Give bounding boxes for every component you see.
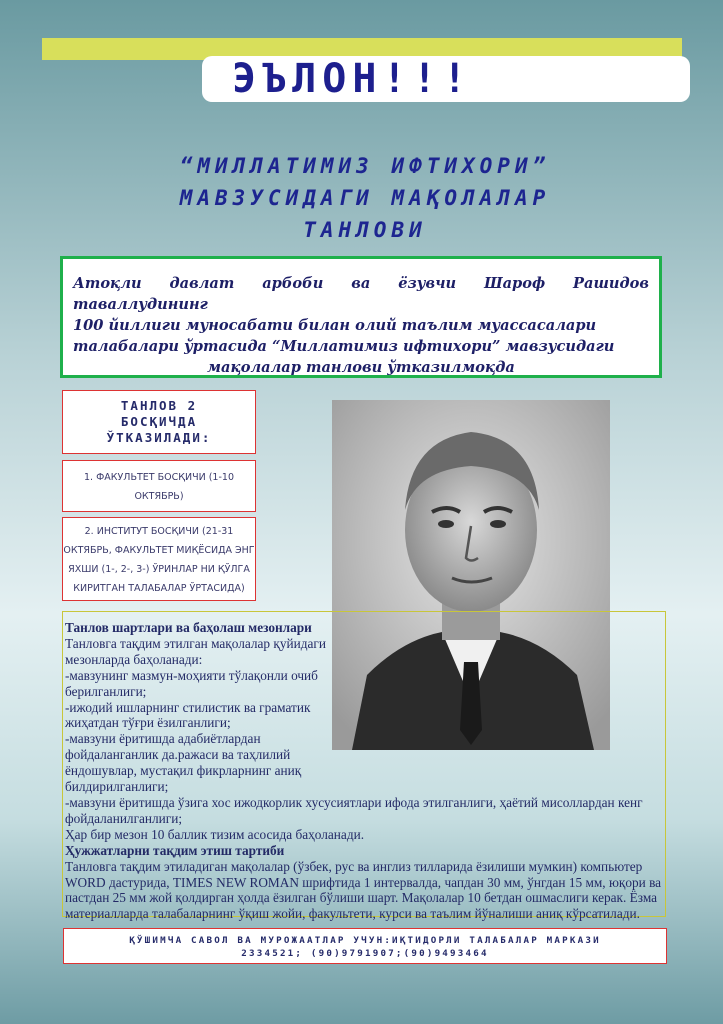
stage-1-line-2: ОКТЯБРЬ) [134, 491, 184, 502]
announcement-box [60, 256, 662, 378]
contest-heading [60, 150, 670, 246]
announcement-line-3: талабалари ўртасида “Миллатимиз ифтихори” мавзусидаги [73, 338, 615, 355]
conditions-title: Танлов шартлари ва баҳолаш мезонлари [65, 620, 312, 635]
documents-title: Ҳужжатларни тақдим этиш тартиби [65, 842, 285, 858]
title-banner [202, 56, 690, 102]
announcement-line-1: Атоқли давлат арбоби ва ёзувчи Шароф Рашидов таваллудининг [73, 275, 649, 313]
stages-heading-line-1: ТАНЛОВ 2 [120, 398, 198, 413]
criteria-line: -мавзунинг мазмун-моҳияти тўлақонли очиб [65, 667, 318, 683]
criteria-line: -ижодий ишларнинг стилистик ва граматик [65, 699, 311, 715]
stage-2-line-4: КИРИТГАН ТАЛАБАЛАР ЎРТАСИДА) [73, 583, 245, 594]
documents-text: Танловга тақдим этиладиган мақолалар (ўзбек, рус ва инглиз тилларида ёзилиши мумкин) компьютер WORD дастурида, TIMES NEW ROMAN шрифтида 1 интервалда, чапдан 30 мм, ўнгдан 15 мм, юқори ва пастдан 25 мм жой қолдирган ҳолда ёзилган бўлиши шарт. Мақолалар 10 бетдан ошмаслиги керак. Ёзма материалларда талабаларнинг ўқиш жойи, факультети, курси ва таълим йўналиши аниқ кўрсатилади. [65, 858, 662, 922]
heading-line-2: МАВЗУСИДАГИ МАҚОЛАЛАР [179, 186, 551, 210]
stage-2-line-3: ЯХШИ (1-, 2-, 3-) ЎРИНЛАР НИ ҚЎЛГА [68, 564, 250, 575]
contacts-phones: 2334521; (90)9791907;(90)9493464 [241, 948, 489, 959]
criteria-line: билдирилганлиги; [65, 779, 169, 795]
conditions-criteria [65, 636, 327, 795]
stage-1-line-1: 1. ФАКУЛЬТЕТ БОСҚИЧИ (1-10 [84, 472, 234, 483]
heading-line-1: “МИЛЛАТИМИЗ ИФТИХОРИ” [179, 154, 551, 178]
criteria-line: берилганлиги; [65, 683, 147, 699]
stage-2-box [62, 517, 256, 601]
stage-2-line-2: ОКТЯБРЬ, ФАКУЛЬТЕТ МИҚЁСИДА ЭНГ [63, 545, 255, 556]
criteria-wide-line-2: Ҳар бир мезон 10 баллик тизим асосида баҳоланади. [65, 826, 365, 842]
criteria-line: Танловга тақдим этилган мақолалар қуйидаги [65, 635, 326, 651]
page-title: ЭЪЛОН!!! [232, 56, 473, 102]
heading-line-3: ТАНЛОВИ [303, 218, 427, 242]
criteria-line: жиҳатдан тўғри ёзилганлиги; [65, 715, 231, 731]
announcement-line-4: мақолалар танлови ўтказилмоқда [207, 359, 515, 376]
contacts-line-1: ҚЎШИМЧА САВОЛ ВА МУРОЖААТЛАР УЧУН:ИҚТИДОРЛИ ТАЛАБАЛАР МАРКАЗИ [129, 935, 601, 946]
conditions-section [62, 611, 666, 922]
contacts-box [63, 928, 667, 964]
criteria-wide-line-1: -мавзуни ёритишда ўзига хос ижодкорлик хусусиятлари ифода этилганлиги, ҳаётий мисоллардан кенг фойдаланилганлиги; [65, 794, 643, 826]
criteria-line: -мавзуни ёритишда адабиётлардан [65, 731, 261, 747]
stages-heading-line-3: ЎТКАЗИЛАДИ: [106, 430, 212, 445]
criteria-line: ёндошувлар, мустақил фикрларнинг аниқ [65, 763, 302, 779]
stages-heading [62, 390, 256, 454]
stages-heading-line-2: БОСҚИЧДА [120, 414, 198, 429]
stage-2-line-1: 2. ИНСТИТУТ БОСҚИЧИ (21-31 [84, 526, 234, 537]
stage-1-box [62, 460, 256, 512]
criteria-line: фойдаланганлик да.ражаси ва таҳлилий [65, 747, 291, 763]
announcement-line-2: 100 йиллиги муносабати билан олий таълим муассасалари [73, 317, 597, 334]
criteria-line: мезонларда баҳоланади: [65, 651, 203, 667]
